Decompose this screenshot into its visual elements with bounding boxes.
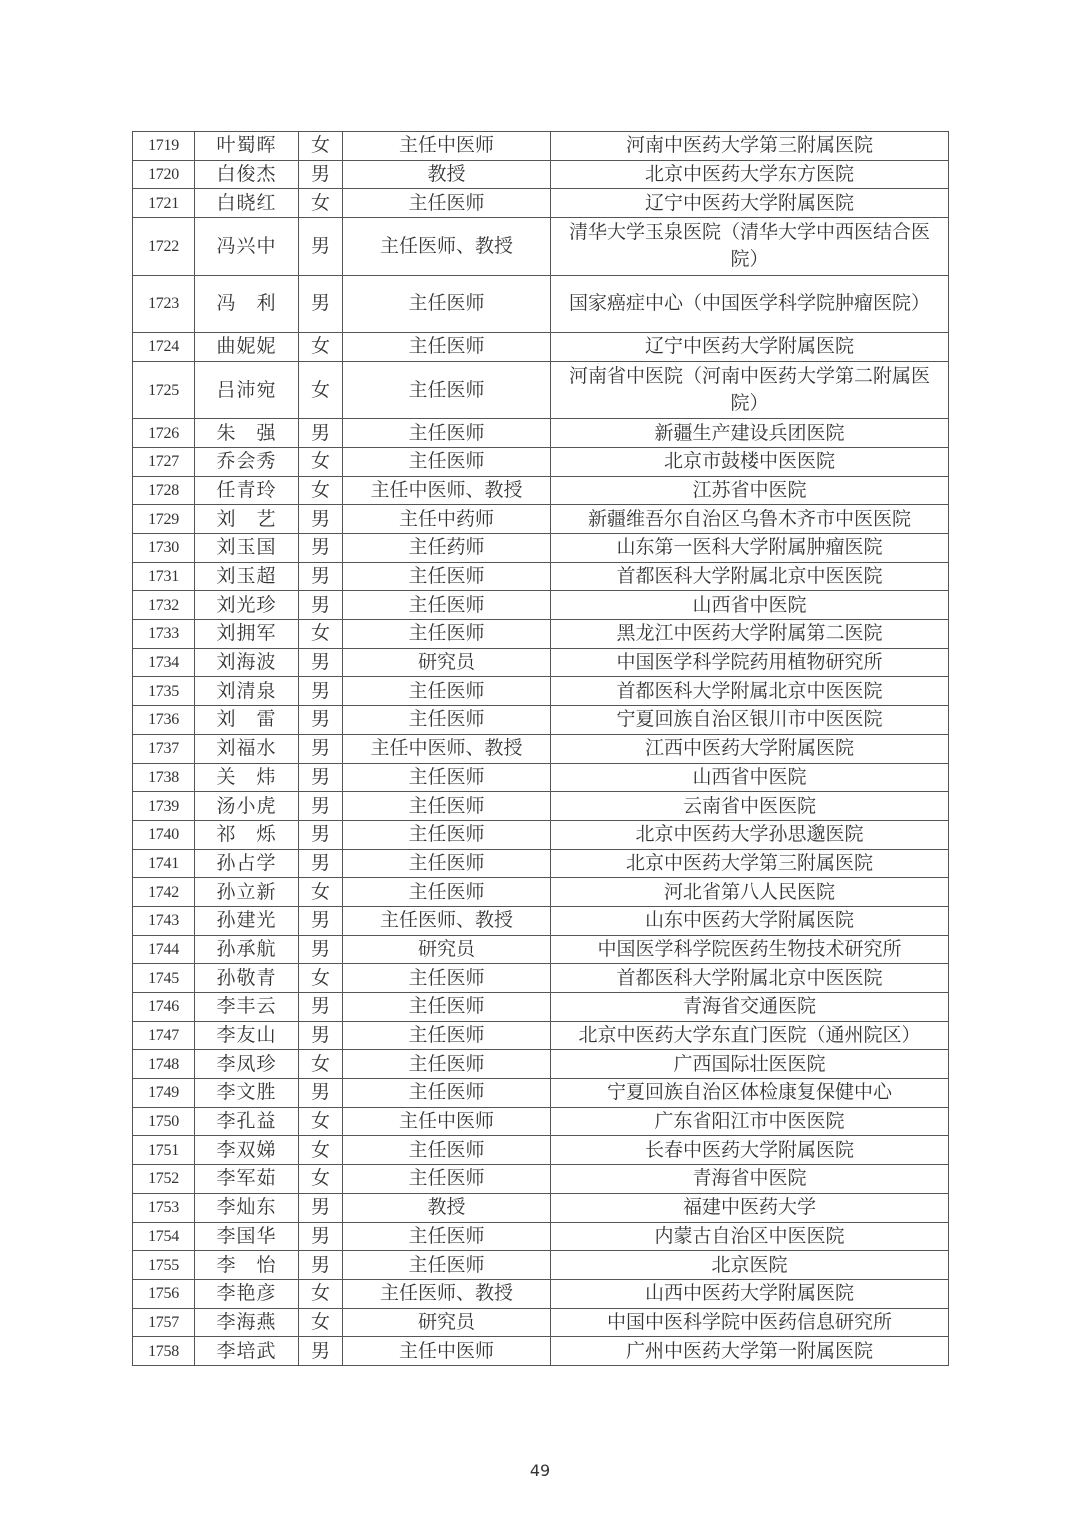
gender-cell: 男 [299, 505, 343, 534]
professional-title-cell: 主任医师、教授 [343, 218, 551, 276]
name-cell: 冯兴中 [195, 218, 299, 276]
table-row [133, 1193, 949, 1222]
serial-number-cell: 1758 [133, 1337, 195, 1366]
table-row [133, 275, 949, 333]
gender-cell: 男 [299, 792, 343, 821]
professional-title-cell: 主任医师 [343, 275, 551, 333]
serial-number-cell: 1728 [133, 476, 195, 505]
gender-cell: 男 [299, 849, 343, 878]
work-unit-cell: 长春中医药大学附属医院 [551, 1136, 949, 1165]
gender-cell: 女 [299, 333, 343, 362]
name-cell: 祁 烁 [195, 820, 299, 849]
professional-title-cell: 研究员 [343, 1308, 551, 1337]
table-row [133, 1050, 949, 1079]
professional-title-cell: 主任医师 [343, 878, 551, 907]
professional-title-cell: 主任医师 [343, 964, 551, 993]
serial-number-cell: 1731 [133, 562, 195, 591]
table-row [133, 1107, 949, 1136]
gender-cell: 男 [299, 419, 343, 448]
table-row [133, 648, 949, 677]
work-unit-cell: 新疆生产建设兵团医院 [551, 419, 949, 448]
table-row [133, 1222, 949, 1251]
table-row [133, 189, 949, 218]
serial-number-cell: 1721 [133, 189, 195, 218]
gender-cell: 男 [299, 218, 343, 276]
gender-cell: 男 [299, 648, 343, 677]
gender-cell: 男 [299, 734, 343, 763]
work-unit-cell: 广州中医药大学第一附属医院 [551, 1337, 949, 1366]
gender-cell: 女 [299, 132, 343, 161]
gender-cell: 男 [299, 160, 343, 189]
professional-title-cell: 主任医师 [343, 189, 551, 218]
name-cell: 李文胜 [195, 1079, 299, 1108]
professional-title-cell: 研究员 [343, 935, 551, 964]
serial-number-cell: 1734 [133, 648, 195, 677]
serial-number-cell: 1719 [133, 132, 195, 161]
name-cell: 李灿东 [195, 1193, 299, 1222]
name-cell: 李丰云 [195, 993, 299, 1022]
work-unit-cell: 国家癌症中心（中国医学科学院肿瘤医院） [551, 275, 949, 333]
gender-cell: 女 [299, 1136, 343, 1165]
table-row [133, 591, 949, 620]
gender-cell: 女 [299, 1107, 343, 1136]
serial-number-cell: 1743 [133, 906, 195, 935]
work-unit-cell: 中国中医科学院中医药信息研究所 [551, 1308, 949, 1337]
gender-cell: 女 [299, 447, 343, 476]
gender-cell: 男 [299, 935, 343, 964]
gender-cell: 男 [299, 591, 343, 620]
work-unit-cell: 宁夏回族自治区体检康复保健中心 [551, 1079, 949, 1108]
work-unit-cell: 辽宁中医药大学附属医院 [551, 333, 949, 362]
table-row [133, 734, 949, 763]
table-row [133, 1251, 949, 1280]
serial-number-cell: 1744 [133, 935, 195, 964]
professional-title-cell: 教授 [343, 1193, 551, 1222]
professional-title-cell: 主任医师 [343, 562, 551, 591]
work-unit-cell: 河南省中医院（河南中医药大学第二附属医院） [551, 361, 949, 419]
serial-number-cell: 1729 [133, 505, 195, 534]
serial-number-cell: 1735 [133, 677, 195, 706]
table-row [133, 447, 949, 476]
table-row [133, 906, 949, 935]
serial-number-cell: 1741 [133, 849, 195, 878]
name-cell: 李海燕 [195, 1308, 299, 1337]
serial-number-cell: 1736 [133, 706, 195, 735]
serial-number-cell: 1748 [133, 1050, 195, 1079]
gender-cell: 男 [299, 1021, 343, 1050]
professional-title-cell: 主任医师 [343, 419, 551, 448]
table-row [133, 361, 949, 419]
gender-cell: 女 [299, 1050, 343, 1079]
gender-cell: 男 [299, 706, 343, 735]
work-unit-cell: 山东中医药大学附属医院 [551, 906, 949, 935]
professional-title-cell: 主任医师 [343, 1136, 551, 1165]
table-row [133, 218, 949, 276]
professional-title-cell: 主任医师 [343, 792, 551, 821]
professional-title-cell: 主任医师 [343, 1251, 551, 1280]
gender-cell: 男 [299, 534, 343, 563]
work-unit-cell: 青海省交通医院 [551, 993, 949, 1022]
table-row [133, 849, 949, 878]
name-cell: 刘 雷 [195, 706, 299, 735]
serial-number-cell: 1738 [133, 763, 195, 792]
table-row [133, 792, 949, 821]
serial-number-cell: 1725 [133, 361, 195, 419]
name-cell: 李双娣 [195, 1136, 299, 1165]
serial-number-cell: 1737 [133, 734, 195, 763]
expert-list-table [132, 131, 949, 1366]
table-row [133, 820, 949, 849]
table-row [133, 160, 949, 189]
gender-cell: 女 [299, 1165, 343, 1194]
serial-number-cell: 1752 [133, 1165, 195, 1194]
table-row [133, 677, 949, 706]
serial-number-cell: 1722 [133, 218, 195, 276]
gender-cell: 男 [299, 275, 343, 333]
serial-number-cell: 1754 [133, 1222, 195, 1251]
serial-number-cell: 1746 [133, 993, 195, 1022]
professional-title-cell: 主任医师 [343, 820, 551, 849]
gender-cell: 男 [299, 763, 343, 792]
work-unit-cell: 山西省中医院 [551, 763, 949, 792]
name-cell: 刘光珍 [195, 591, 299, 620]
gender-cell: 女 [299, 189, 343, 218]
work-unit-cell: 首都医科大学附属北京中医医院 [551, 677, 949, 706]
work-unit-cell: 北京市鼓楼中医医院 [551, 447, 949, 476]
gender-cell: 女 [299, 878, 343, 907]
name-cell: 李 怡 [195, 1251, 299, 1280]
serial-number-cell: 1749 [133, 1079, 195, 1108]
professional-title-cell: 主任医师 [343, 620, 551, 649]
work-unit-cell: 青海省中医院 [551, 1165, 949, 1194]
table-row [133, 132, 949, 161]
work-unit-cell: 辽宁中医药大学附属医院 [551, 189, 949, 218]
professional-title-cell: 主任医师 [343, 361, 551, 419]
professional-title-cell: 主任医师、教授 [343, 1279, 551, 1308]
page-number: 49 [529, 1461, 551, 1480]
name-cell: 朱 强 [195, 419, 299, 448]
table-row [133, 419, 949, 448]
gender-cell: 男 [299, 993, 343, 1022]
gender-cell: 女 [299, 964, 343, 993]
gender-cell: 男 [299, 906, 343, 935]
work-unit-cell: 江苏省中医院 [551, 476, 949, 505]
name-cell: 刘海波 [195, 648, 299, 677]
name-cell: 李艳彦 [195, 1279, 299, 1308]
table-row [133, 993, 949, 1022]
gender-cell: 男 [299, 1222, 343, 1251]
name-cell: 李孔益 [195, 1107, 299, 1136]
professional-title-cell: 主任中医师 [343, 1107, 551, 1136]
name-cell: 刘玉超 [195, 562, 299, 591]
professional-title-cell: 主任医师 [343, 706, 551, 735]
work-unit-cell: 山西省中医院 [551, 591, 949, 620]
table-row [133, 1079, 949, 1108]
work-unit-cell: 内蒙古自治区中医医院 [551, 1222, 949, 1251]
work-unit-cell: 河南中医药大学第三附属医院 [551, 132, 949, 161]
work-unit-cell: 河北省第八人民医院 [551, 878, 949, 907]
professional-title-cell: 主任医师 [343, 849, 551, 878]
table-row [133, 878, 949, 907]
name-cell: 孙占学 [195, 849, 299, 878]
work-unit-cell: 中国医学科学院药用植物研究所 [551, 648, 949, 677]
work-unit-cell: 黑龙江中医药大学附属第二医院 [551, 620, 949, 649]
professional-title-cell: 主任医师 [343, 763, 551, 792]
name-cell: 乔会秀 [195, 447, 299, 476]
serial-number-cell: 1751 [133, 1136, 195, 1165]
table-row [133, 562, 949, 591]
work-unit-cell: 北京医院 [551, 1251, 949, 1280]
professional-title-cell: 主任医师 [343, 1222, 551, 1251]
serial-number-cell: 1724 [133, 333, 195, 362]
name-cell: 冯 利 [195, 275, 299, 333]
professional-title-cell: 主任医师 [343, 1079, 551, 1108]
name-cell: 李友山 [195, 1021, 299, 1050]
professional-title-cell: 主任医师 [343, 333, 551, 362]
table-row [133, 1136, 949, 1165]
serial-number-cell: 1727 [133, 447, 195, 476]
professional-title-cell: 研究员 [343, 648, 551, 677]
name-cell: 孙立新 [195, 878, 299, 907]
gender-cell: 男 [299, 1193, 343, 1222]
name-cell: 孙敬青 [195, 964, 299, 993]
table-row [133, 1279, 949, 1308]
professional-title-cell: 主任医师、教授 [343, 906, 551, 935]
table-row [133, 706, 949, 735]
serial-number-cell: 1742 [133, 878, 195, 907]
professional-title-cell: 主任医师 [343, 677, 551, 706]
work-unit-cell: 山西中医药大学附属医院 [551, 1279, 949, 1308]
work-unit-cell: 江西中医药大学附属医院 [551, 734, 949, 763]
professional-title-cell: 主任医师 [343, 1165, 551, 1194]
work-unit-cell: 北京中医药大学孙思邈医院 [551, 820, 949, 849]
serial-number-cell: 1745 [133, 964, 195, 993]
work-unit-cell: 首都医科大学附属北京中医医院 [551, 562, 949, 591]
name-cell: 李军茹 [195, 1165, 299, 1194]
professional-title-cell: 教授 [343, 160, 551, 189]
name-cell: 李国华 [195, 1222, 299, 1251]
work-unit-cell: 北京中医药大学第三附属医院 [551, 849, 949, 878]
name-cell: 叶蜀晖 [195, 132, 299, 161]
name-cell: 刘清泉 [195, 677, 299, 706]
table-row [133, 964, 949, 993]
professional-title-cell: 主任中医师、教授 [343, 734, 551, 763]
professional-title-cell: 主任医师 [343, 1050, 551, 1079]
name-cell: 刘福水 [195, 734, 299, 763]
professional-title-cell: 主任医师 [343, 993, 551, 1022]
serial-number-cell: 1730 [133, 534, 195, 563]
professional-title-cell: 主任中药师 [343, 505, 551, 534]
serial-number-cell: 1733 [133, 620, 195, 649]
name-cell: 关 炜 [195, 763, 299, 792]
work-unit-cell: 山东第一医科大学附属肿瘤医院 [551, 534, 949, 563]
name-cell: 孙承航 [195, 935, 299, 964]
work-unit-cell: 中国医学科学院医药生物技术研究所 [551, 935, 949, 964]
gender-cell: 男 [299, 562, 343, 591]
name-cell: 白晓红 [195, 189, 299, 218]
name-cell: 汤小虎 [195, 792, 299, 821]
work-unit-cell: 北京中医药大学东直门医院（通州院区） [551, 1021, 949, 1050]
gender-cell: 男 [299, 1251, 343, 1280]
professional-title-cell: 主任医师 [343, 1021, 551, 1050]
work-unit-cell: 福建中医药大学 [551, 1193, 949, 1222]
serial-number-cell: 1753 [133, 1193, 195, 1222]
name-cell: 李培武 [195, 1337, 299, 1366]
serial-number-cell: 1755 [133, 1251, 195, 1280]
professional-title-cell: 主任药师 [343, 534, 551, 563]
professional-title-cell: 主任医师 [343, 591, 551, 620]
serial-number-cell: 1726 [133, 419, 195, 448]
professional-title-cell: 主任中医师 [343, 1337, 551, 1366]
work-unit-cell: 清华大学玉泉医院（清华大学中西医结合医院） [551, 218, 949, 276]
serial-number-cell: 1756 [133, 1279, 195, 1308]
table-row [133, 534, 949, 563]
work-unit-cell: 新疆维吾尔自治区乌鲁木齐市中医医院 [551, 505, 949, 534]
table-row [133, 1165, 949, 1194]
professional-title-cell: 主任中医师、教授 [343, 476, 551, 505]
work-unit-cell: 广西国际壮医医院 [551, 1050, 949, 1079]
name-cell: 孙建光 [195, 906, 299, 935]
name-cell: 吕沛宛 [195, 361, 299, 419]
gender-cell: 男 [299, 1337, 343, 1366]
name-cell: 任青玲 [195, 476, 299, 505]
gender-cell: 女 [299, 1279, 343, 1308]
table-row [133, 333, 949, 362]
name-cell: 李凤珍 [195, 1050, 299, 1079]
professional-title-cell: 主任医师 [343, 447, 551, 476]
serial-number-cell: 1750 [133, 1107, 195, 1136]
name-cell: 刘拥军 [195, 620, 299, 649]
serial-number-cell: 1732 [133, 591, 195, 620]
table-row [133, 476, 949, 505]
gender-cell: 女 [299, 1308, 343, 1337]
table-row [133, 1308, 949, 1337]
gender-cell: 男 [299, 820, 343, 849]
table-row [133, 763, 949, 792]
serial-number-cell: 1757 [133, 1308, 195, 1337]
table-row [133, 505, 949, 534]
serial-number-cell: 1720 [133, 160, 195, 189]
name-cell: 白俊杰 [195, 160, 299, 189]
gender-cell: 男 [299, 1079, 343, 1108]
serial-number-cell: 1740 [133, 820, 195, 849]
gender-cell: 男 [299, 677, 343, 706]
gender-cell: 女 [299, 476, 343, 505]
work-unit-cell: 首都医科大学附属北京中医医院 [551, 964, 949, 993]
work-unit-cell: 北京中医药大学东方医院 [551, 160, 949, 189]
name-cell: 刘 艺 [195, 505, 299, 534]
name-cell: 曲妮妮 [195, 333, 299, 362]
professional-title-cell: 主任中医师 [343, 132, 551, 161]
work-unit-cell: 宁夏回族自治区银川市中医医院 [551, 706, 949, 735]
work-unit-cell: 广东省阳江市中医医院 [551, 1107, 949, 1136]
table-row [133, 1021, 949, 1050]
serial-number-cell: 1739 [133, 792, 195, 821]
gender-cell: 女 [299, 361, 343, 419]
table-row [133, 620, 949, 649]
serial-number-cell: 1747 [133, 1021, 195, 1050]
table-row [133, 1337, 949, 1366]
work-unit-cell: 云南省中医医院 [551, 792, 949, 821]
table-body [133, 132, 949, 1366]
name-cell: 刘玉国 [195, 534, 299, 563]
serial-number-cell: 1723 [133, 275, 195, 333]
gender-cell: 女 [299, 620, 343, 649]
table-row [133, 935, 949, 964]
